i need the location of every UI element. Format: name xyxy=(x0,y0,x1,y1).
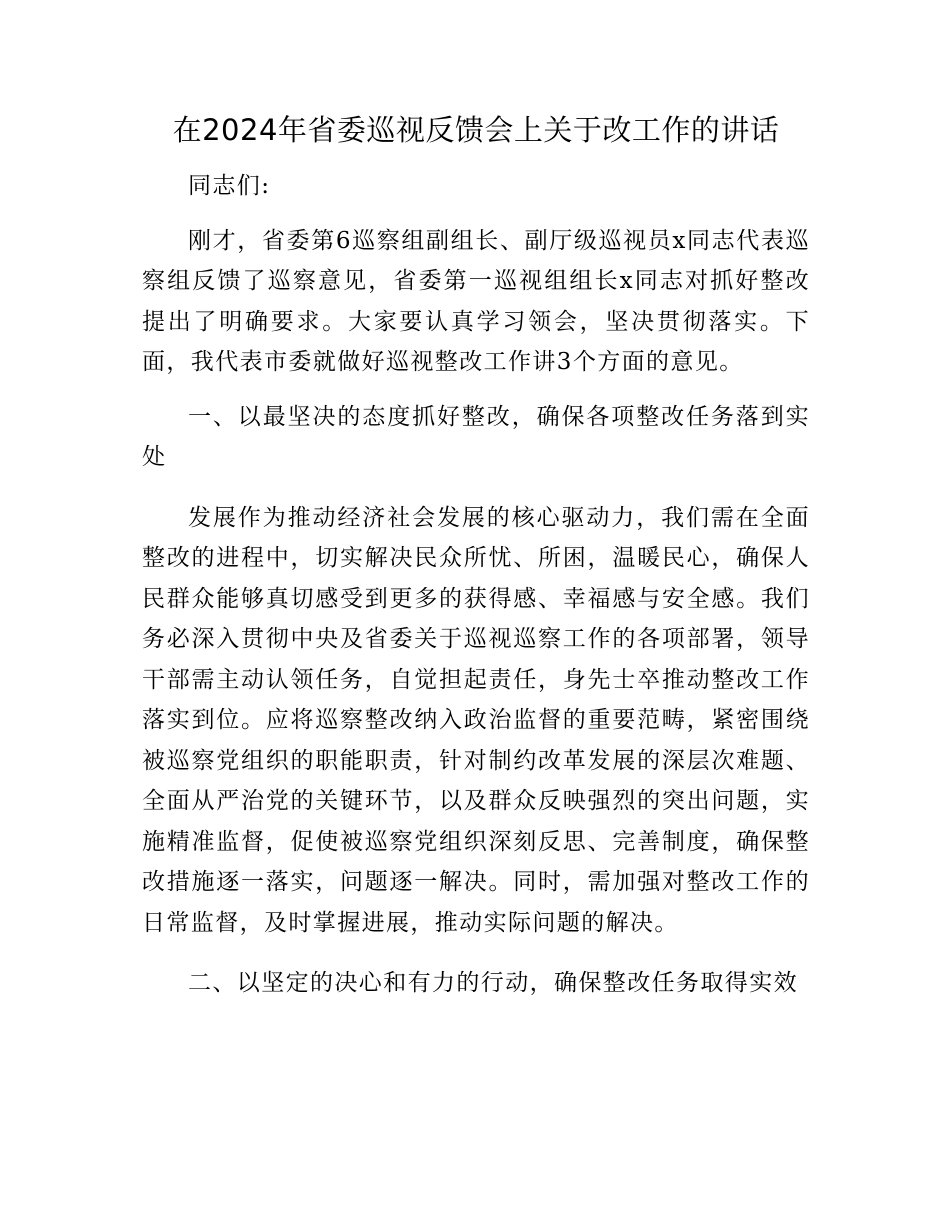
document-title: 在2024年省委巡视反馈会上关于改工作的讲话 xyxy=(172,113,780,147)
section-heading-1: 一、以最坚决的态度抓好整改，确保各项整改任务落到实处 xyxy=(142,403,810,470)
paragraph-section-1: 发展作为推动经济社会发展的核心驱动力，我们需在全面整改的进程中，切实解决民众所忧、所困，温暖民心，确保人民群众能够真切感受到更多的获得感、幸福感与安全感。我们务必深入贯彻中央及省委关于巡视巡察工作的各项部署，领导干部需主动认领任务，自觉担起责任，身先士卒推动整改工作落实到位。应将巡察整改纳入政治监督的重要范畴，紧密围绕被巡察党组织的职能职责，针对制约改革发展的深层次难题、全面从严治党的关键环节，以及群众反映强烈的突出问题，实施精准监督，促使被巡察党组织深刻反思、完善制度，确保整改措施逐一落实，问题逐一解决。同时，需加强对整改工作的日常监督，及时掌握进展，推动实际问题的解决。 xyxy=(142,504,810,936)
section-heading-2: 二、以坚定的决心和有力的行动，确保整改任务取得实效 xyxy=(188,970,798,996)
salutation: 同志们: xyxy=(188,173,271,199)
paragraph-intro: 刚才，省委第6巡察组副组长、副厅级巡视员x同志代表巡察组反馈了巡察意见，省委第一巡视组组长x同志对抓好整改提出了明确要求。大家要认真学习领会，坚决贯彻落实。下面，我代表市委就做好巡视整改工作讲3个方面的意见。 xyxy=(142,227,810,375)
document-body xyxy=(142,108,810,1004)
